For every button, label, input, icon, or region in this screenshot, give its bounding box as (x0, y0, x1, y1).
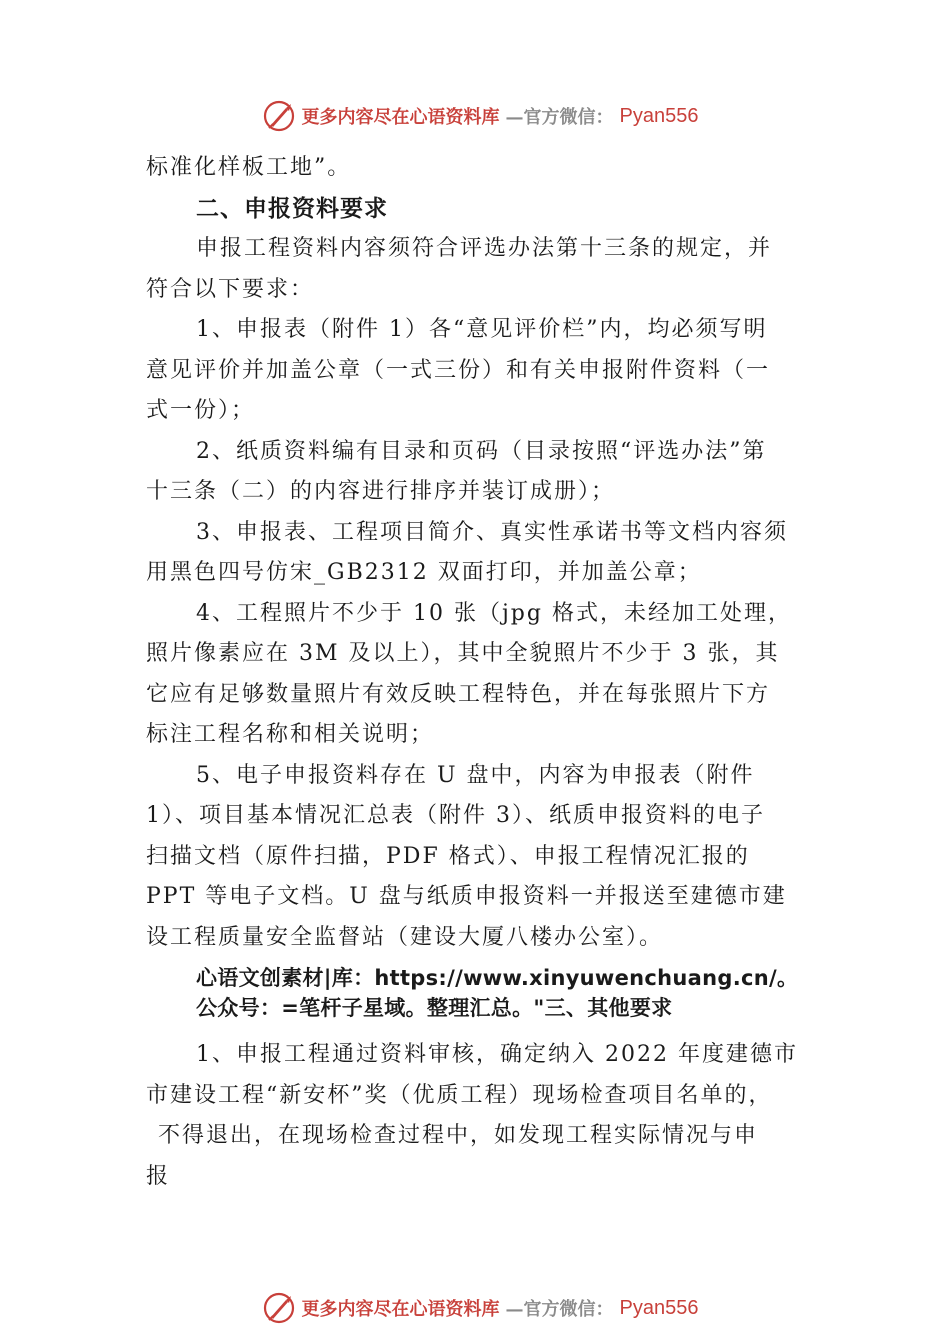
quill-pen-logo-icon (262, 99, 296, 133)
watermark-wechat-id: Pyan556 (619, 104, 699, 127)
list-item-line: 它应有足够数量照片有效反映工程特色，并在每张照片下方 (146, 681, 771, 707)
footer-watermark-banner (0, 1288, 950, 1328)
list-item-line: 式一份）； (146, 398, 256, 423)
paragraph-line: 符合以下要求： (146, 276, 315, 302)
document-body (146, 148, 816, 1197)
list-item-line: 4、工程照片不少于 10 张（jpg 格式，未经加工处理， (196, 600, 792, 626)
list-item-line: 不得退出，在现场检查过程中，如发现工程实际情况与申 (158, 1123, 759, 1148)
paragraph-line: 标准化样板工地”。 (146, 155, 352, 180)
list-item-line: 5、电子申报资料存在 U 盘中，内容为申报表（附件 (196, 762, 755, 788)
header-watermark-inner (262, 99, 699, 133)
list-item-line: 扫描文档（原件扫描，PDF 格式）、申报工程情况汇报的 (146, 843, 750, 869)
section-heading: 二、申报资料要求 (196, 195, 388, 222)
list-item-line: 1、申报表（附件 1）各“意见评价栏”内，均必须写明 (196, 317, 768, 342)
list-item-line: 设工程质量安全监督站（建设大厦八楼办公室）。 (146, 924, 664, 950)
list-item-line: PPT 等电子文档。U 盘与纸质申报资料一并报送至建德市建 (146, 884, 787, 909)
list-item-line: 3、申报表、工程项目简介、真实性承诺书等文档内容须 (196, 519, 788, 545)
watermark-slogan: 更多内容尽在心语资料库 (301, 1299, 500, 1320)
list-item-line: 用黑色四号仿宋_GB2312 双面打印，并加盖公章； (146, 560, 702, 585)
list-item-line: 1）、项目基本情况汇总表（附件 3）、纸质申报资料的电子 (146, 803, 765, 828)
promo-heading-line: 公众号：=笔杆子星域。整理汇总。"三、其他要求 (196, 996, 673, 1020)
watermark-wechat-label: —官方微信： (505, 1299, 614, 1320)
quill-pen-logo-icon (262, 1291, 296, 1325)
footer-watermark-inner (262, 1291, 699, 1325)
watermark-wechat-id: Pyan556 (619, 1296, 699, 1319)
list-item-line: 市建设工程“新安杯”奖（优质工程）现场检查项目名单的， (146, 1082, 773, 1108)
watermark-slogan: 更多内容尽在心语资料库 (301, 107, 500, 128)
list-item-line: 照片像素应在 3M 及以上），其中全貌照片不少于 3 张，其 (146, 641, 780, 666)
list-item-line: 十三条（二）的内容进行排序并装订成册）； (146, 479, 616, 504)
paragraph-line: 申报工程资料内容须符合评选办法第十三条的规定，并 (196, 236, 773, 261)
list-item-line: 报 (146, 1163, 171, 1189)
watermark-wechat-label: —官方微信： (505, 107, 614, 128)
list-item-line: 意见评价并加盖公章（一式三份）和有关申报附件资料（一 (146, 357, 771, 383)
list-item-line: 标注工程名称和相关说明； (146, 722, 435, 747)
promo-line: 心语文创素材|库：https://www.xinyuwenchuang.cn/。 (196, 966, 799, 990)
list-item-line: 1、申报工程通过资料审核，确定纳入 2022 年度建德市 (196, 1042, 798, 1067)
header-watermark-banner (0, 96, 950, 136)
list-item-line: 2、纸质资料编有目录和页码（目录按照“评选办法”第 (196, 438, 767, 464)
